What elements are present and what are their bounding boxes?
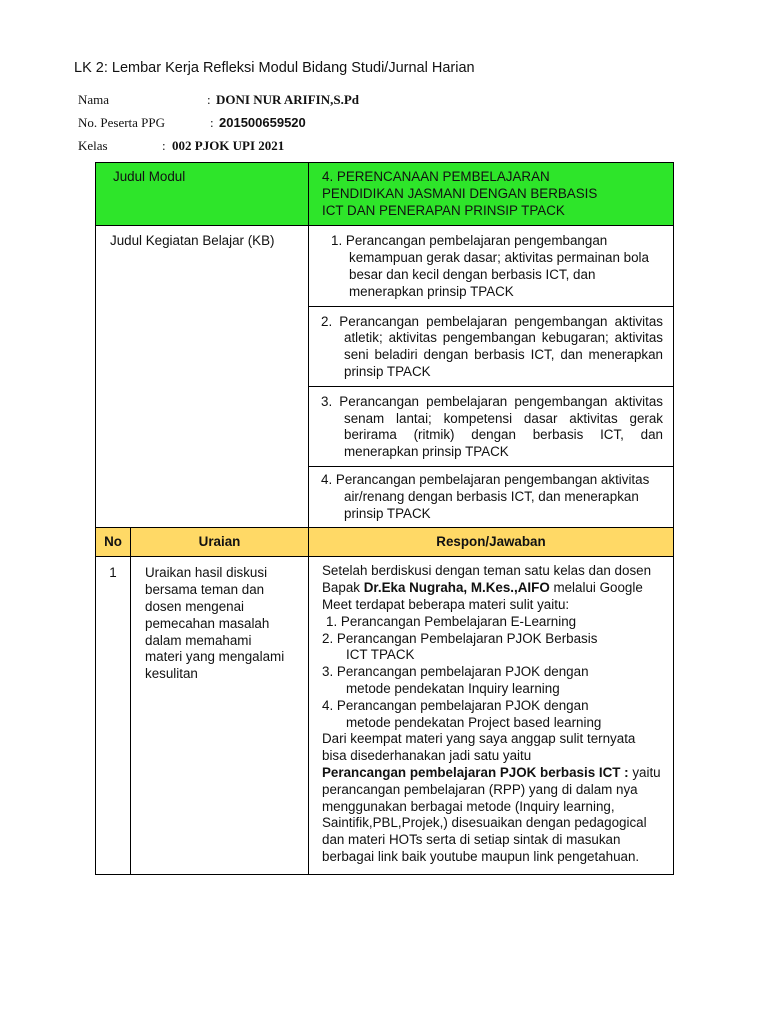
respon-p3-bold: Perancangan pembelajaran PJOK berbasis ICT : [322, 764, 629, 780]
kb-item-1 [309, 226, 674, 306]
respon-list-1: 1. Perancangan Pembelajaran E-Learning [326, 613, 577, 629]
modul-label: Judul Modul [113, 169, 186, 184]
kb-item-2 [309, 306, 674, 386]
kb-item-4 [309, 466, 674, 527]
worksheet-table [95, 162, 674, 875]
modul-title-cell [309, 163, 674, 226]
respon-p1-text-b: melalui Google Meet terdapat beberapa materi sulit yaitu: [322, 580, 643, 612]
respon-paragraph-1 [322, 563, 661, 613]
peserta-colon: : [210, 115, 214, 130]
modul-label-cell [96, 163, 309, 226]
respon-list-2: 2. Perancangan Pembelajaran PJOK Berbasis [322, 630, 598, 646]
modul-title-line-2: PENDIDIKAN JASMANI DENGAN BERBASIS [322, 185, 598, 201]
respon-list-2b: ICT TPACK [346, 647, 415, 663]
row-1-uraian: Uraikan hasil diskusi bersama teman dan dosen mengenai pemecahan masalah dalam memahami materi yang mengalami kesulitan [131, 557, 309, 874]
respon-paragraph-2: Dari keempat materi yang saya anggap sulit ternyata bisa disederhanakan jadi satu yaitu [322, 731, 636, 764]
respon-paragraph-3 [322, 765, 661, 782]
peserta-value: 201500659520 [219, 115, 306, 130]
kb-item-4-text: 4. Perancangan pembelajaran pengembangan aktivitas air/renang dengan berbasis ICT, dan menerapkan prinsip TPACK [321, 471, 650, 521]
respon-list-3: 3. Perancangan pembelajaran PJOK dengan [322, 664, 589, 680]
kb-item-1-text: 1. Perancangan pembelajaran pengembangan kemampuan gerak dasar; aktivitas permainan bola besar dan kecil dengan berbasis ICT, dan menerapkan prinsip TPACK [331, 233, 649, 299]
kelas-label: Kelas [78, 138, 108, 153]
respon-p3-rest: yaitu [628, 764, 661, 780]
kb-row-1 [96, 226, 674, 306]
kelas-value: 002 PJOK UPI 2021 [172, 138, 285, 153]
header-respon: Respon/Jawaban [309, 528, 674, 557]
kb-label: Judul Kegiatan Belajar (KB) [110, 233, 275, 249]
table-row [96, 557, 674, 874]
respon-list-4b: metode pendekatan Project based learning [346, 714, 602, 730]
row-1-respon [309, 557, 674, 874]
modul-title-line-3: ICT DAN PENERAPAN PRINSIP TPACK [322, 202, 565, 218]
row-1-no: 1 [96, 557, 131, 874]
nama-label: Nama [78, 92, 110, 107]
kelas-colon: : [162, 138, 166, 153]
kb-item-2-text: 2. Perancangan pembelajaran pengembangan aktivitas atletik; aktivitas pengembangan kebugaran; aktivitas seni beladiri dengan berbasis ICT, dan menerapkan prinsip TPACK [321, 313, 663, 379]
kb-item-3 [309, 386, 674, 466]
kb-item-3-text: 3. Perancangan pembelajaran pengembangan aktivitas senam lantai; kompetensi dasar aktivitas gerak berirama (ritmik) dengan berbasis ICT, dan menerapkan prinsip TPACK [321, 393, 663, 460]
respon-list-4: 4. Perancangan pembelajaran PJOK dengan [322, 697, 589, 713]
respon-p1-lecturer: Dr.Eka Nugraha, M.Kes.,AIFO [363, 580, 550, 596]
respon-paragraph-4: perancangan pembelajaran (RPP) yang di dalam nya menggunakan berbagai metode (Inquiry learning, Saintifik,PBL,Projek,) disesuaikan dengan pedagogical dan materi HOTs serta di setiap sintak di masukan berbagai link baik youtube maupun link pengetahuan. [322, 781, 647, 864]
table-header-row [96, 528, 674, 557]
modul-title-line-1: 4. PERENCANAAN PEMBELAJARAN [322, 169, 550, 184]
header-no: No [96, 528, 131, 557]
nama-colon: : [207, 92, 211, 107]
kb-label-cell [96, 226, 309, 528]
document-title: LK 2: Lembar Kerja Refleksi Modul Bidang Studi/Jurnal Harian [74, 60, 475, 76]
header-uraian: Uraian [131, 528, 309, 557]
respon-list-3b: metode pendekatan Inquiry learning [346, 680, 560, 696]
modul-row [96, 163, 674, 226]
peserta-label: No. Peserta PPG [78, 115, 166, 130]
respon-p1-text-a: Setelah berdiskusi dengan teman satu kelas dan dosen Bapak [322, 563, 652, 596]
nama-value: DONI NUR ARIFIN,S.Pd [216, 92, 360, 107]
